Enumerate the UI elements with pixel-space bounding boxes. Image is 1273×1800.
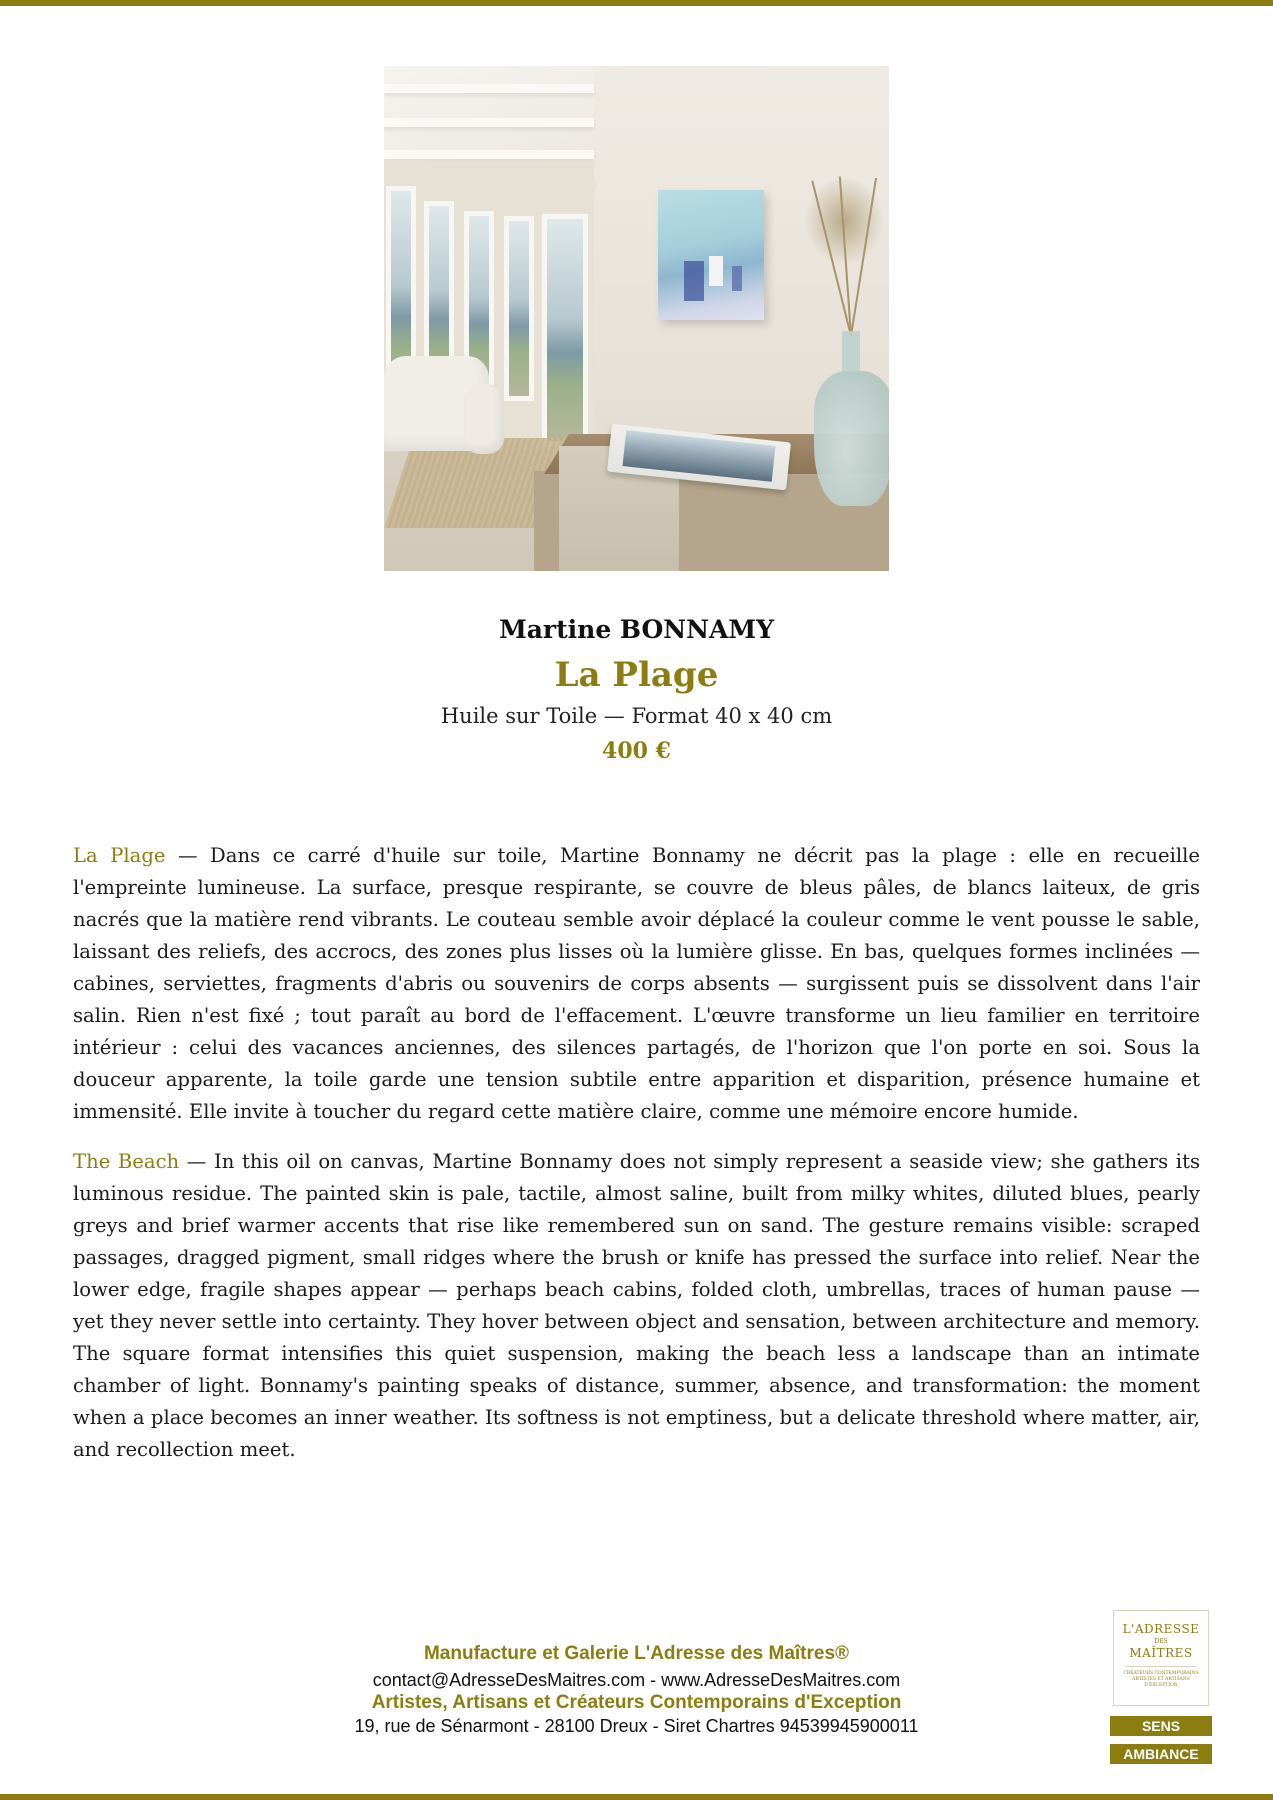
description-french: [73, 840, 1200, 1128]
photo-sofa-arm: [464, 384, 504, 454]
photo-painting-shape: [732, 266, 742, 291]
photo-beam: [384, 118, 594, 127]
bottom-rule: [0, 1794, 1273, 1800]
footer-address: 19, rue de Sénarmont - 28100 Dreux - Siret Chartres 94539945900011: [354, 1716, 919, 1736]
photo-window: [542, 214, 588, 446]
artwork-medium: Huile sur Toile — Format 40 x 40 cm: [440, 704, 833, 728]
photo-window: [504, 216, 534, 401]
logo-line: L'ADRESSE: [1122, 1622, 1200, 1636]
gallery-logo: [1113, 1610, 1209, 1706]
artwork-room-photo: [384, 66, 889, 571]
artist-name: Martine BONNAMY: [499, 615, 774, 644]
tag-badge-ambiance: AMBIANCE: [1110, 1744, 1212, 1764]
artwork-price: 400 €: [602, 738, 671, 764]
photo-painting-shape: [684, 261, 704, 301]
photo-hung-painting: [658, 190, 764, 320]
photo-glass-vase: [814, 371, 889, 506]
description-english: [73, 1146, 1200, 1466]
tag-badge-sens: SENS: [1110, 1716, 1212, 1736]
description-english-body: — In this oil on canvas, Martine Bonnamy does not simply represent a seaside view; she gathers its luminous residue. The painted skin is pale, tactile, almost saline, built from milky whites, diluted blues, pearly greys and brief warmer accents that rise like remembered sun on sand. The gesture remains visible: scraped passages, dragged pigment, small ridges where the brush or knife has pressed the surface into relief. Near the lower edge, fragile shapes appear — perhaps beach cabins, folded cloth, umbrellas, traces of human pause — yet they never settle into certainty. They hover between object and sensation, between architecture and memory. The square format intensifies this quiet suspension, making the beach less a landscape than an intimate chamber of light. Bonnamy's painting speaks of distance, summer, absence, and transformation: the moment when a place becomes an inner weather. Its softness is not emptiness, but a delicate threshold where matter, air, and recollection meet.: [73, 1150, 1200, 1461]
logo-line: MAÎTRES: [1129, 1646, 1193, 1660]
logo-divider: [1126, 1666, 1196, 1667]
photo-beam: [384, 150, 594, 159]
footer-contact: contact@AdresseDesMaitres.com - www.AdresseDesMaitres.com: [372, 1670, 901, 1690]
footer-gallery-name: Manufacture et Galerie L'Adresse des Maîtres®: [423, 1643, 850, 1664]
artwork-title: La Plage: [554, 655, 719, 695]
top-rule: [0, 0, 1273, 6]
logo-line: DES: [1154, 1638, 1168, 1645]
description-english-lead: The Beach: [73, 1150, 180, 1173]
description-french-body: — Dans ce carré d'huile sur toile, Martine Bonnamy ne décrit pas la plage : elle en recueille l'empreinte lumineuse. La surface, presque respirante, se couvre de bleus pâles, de blancs laiteux, de gris nacrés que la matière rend vibrants. Le couteau semble avoir déplacé la couleur comme le vent pousse le sable, laissant des reliefs, des accrocs, des zones plus lisses où la lumière glisse. En bas, quelques formes inclinées — cabines, serviettes, fragments d'abris ou souvenirs de corps absents — surgissent puis se dissolvent dans l'air salin. Rien n'est fixé ; tout paraît au bord de l'effacement. L'œuvre transforme un lieu familier en territoire intérieur : celui des vacances anciennes, des silences partagés, de l'horizon que l'on porte en soi. Sous la douceur apparente, la toile garde une tension subtile entre apparition et disparition, présence humaine et immensité. Elle invite à toucher du regard cette matière claire, comme une mémoire encore humide.: [73, 844, 1200, 1123]
photo-beam: [384, 84, 594, 93]
logo-line: CRÉATEURS CONTEMPORAINS ARTISTES ET ARTISANS D'EXCEPTION: [1123, 1671, 1199, 1688]
description-french-lead: La Plage: [73, 844, 166, 867]
footer-tagline: Artistes, Artisans et Créateurs Contemporains d'Exception: [371, 1692, 902, 1713]
photo-painting-shape: [709, 256, 723, 286]
